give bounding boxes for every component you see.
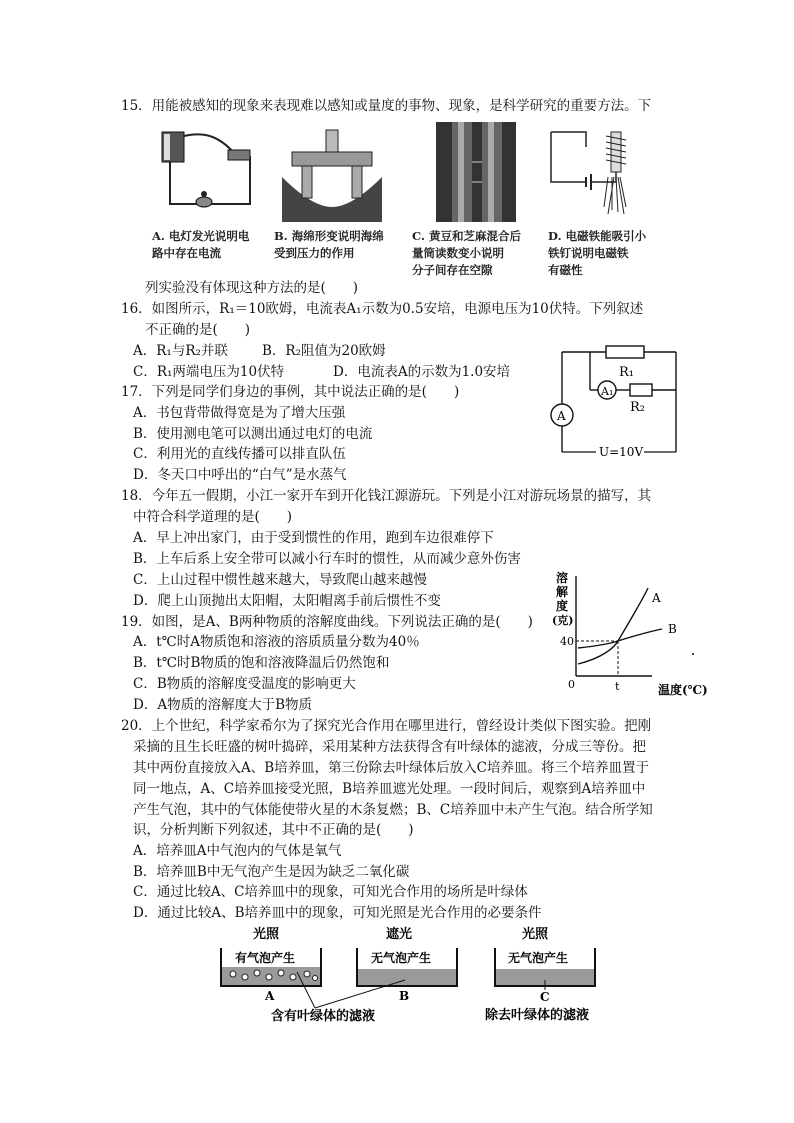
dark-label-b: 遮光 bbox=[386, 927, 413, 942]
q15-figure-a bbox=[150, 122, 265, 226]
q15-figure-c bbox=[436, 122, 516, 226]
dish-b-label: B bbox=[399, 989, 410, 1003]
curve-b-label: B bbox=[668, 622, 677, 636]
q17-option-c: C．利用光的直线传播可以排直队伍 bbox=[133, 446, 346, 462]
q18-option-a: A．早上冲出家门，由于受到惯性的作用，跑到车边很难停下 bbox=[133, 530, 494, 546]
q19-solubility-graph bbox=[552, 566, 712, 702]
dish-a-text: 有气泡产生 bbox=[235, 951, 296, 965]
q20-option-a: A．培养皿A中气泡内的气体是氧气 bbox=[133, 843, 342, 859]
q15-stem-end: 列实验没有体现这种方法的是( ) bbox=[145, 280, 359, 296]
curve-a bbox=[578, 588, 648, 664]
q19-option-a: A．t℃时A物质饱和溶液的溶质质量分数为40％ bbox=[133, 634, 420, 650]
xlabel: 温度(℃) bbox=[658, 683, 708, 697]
r2-label: R₂ bbox=[630, 400, 645, 415]
q15-stem: 15．用能被感知的现象来表现难以感知或量度的事物、现象，是科学研究的重要方法。下 bbox=[121, 98, 652, 114]
q17-option-a: A．书包背带做得宽是为了增大压强 bbox=[133, 405, 346, 421]
q16-circuit-diagram bbox=[546, 338, 696, 464]
q16-option-b: B．R₂阻值为20欧姆 bbox=[262, 343, 386, 359]
q15-caption-a: A. 电灯发光说明电 路中存在电流 bbox=[152, 229, 250, 260]
q18-option-c: C．上山过程中惯性越来越大，导致爬山越来越慢 bbox=[133, 572, 427, 588]
q16-option-d: D．电流表A的示数为1.0安培 bbox=[333, 364, 511, 380]
q16-stem: 16．如图所示，R₁＝10欧姆，电流表A₁示数为0.5安培，电源电压为10伏特。下列叙述 bbox=[121, 301, 644, 317]
q19-option-d: D．A物质的溶解度大于B物质 bbox=[133, 697, 312, 713]
curve-a-label: A bbox=[652, 591, 661, 605]
q16-option-c: C．R₁两端电压为10伏特 bbox=[133, 364, 285, 380]
q20-option-d: D．通过比较A、B培养皿中的现象，可知光照是光合作用的必要条件 bbox=[133, 905, 542, 921]
origin-label: 0 bbox=[568, 678, 575, 691]
dish-a-label: A bbox=[265, 989, 275, 1003]
q18-stem: 18．今年五一假期，小江一家开车到开化钱江源游玩。下列是小江对游玩场景的描写，其 bbox=[121, 488, 652, 504]
a-label: A bbox=[557, 409, 566, 423]
q18-option-b: B．上车后系上安全带可以减小行车时的惯性，从而减少意外伤害 bbox=[133, 551, 521, 567]
without-chloroplast-label: 除去叶绿体的滤液 bbox=[485, 1008, 590, 1023]
q20-line-4: 同一地点，A、C培养皿接受光照，B培养皿遮光处理。一段时间后，观察到A培养皿中 bbox=[133, 781, 646, 797]
light-label-c: 光照 bbox=[522, 927, 549, 942]
q15-caption-d: D. 电磁铁能吸引小 铁钉说明电磁铁 有磁性 bbox=[548, 229, 647, 277]
q18-stem2: 中符合科学道理的是( ) bbox=[133, 509, 293, 525]
q18-option-d: D．爬上山顶抛出太阳帽，太阳帽离手前后惯性不变 bbox=[133, 593, 441, 609]
q20-line-2: 采摘的且生长旺盛的树叶捣碎，采用某种方法获得含有叶绿体的滤液，分成三等份。把 bbox=[133, 739, 646, 755]
q16-option-a: A．R₁与R₂并联 bbox=[133, 343, 228, 359]
q20-option-b: B．培养皿B中无气泡产生是因为缺乏二氧化碳 bbox=[133, 864, 410, 880]
r1-label: R₁ bbox=[619, 365, 634, 380]
q15-caption-c: C. 黄豆和芝麻混合后 量筒读数变小说明 分子间存在空隙 bbox=[412, 229, 521, 277]
q20-petri-dish-figure bbox=[215, 922, 605, 1032]
dish-c-text: 无气泡产生 bbox=[508, 951, 569, 965]
q16-stem2: 不正确的是( ) bbox=[145, 322, 251, 338]
q20-option-c: C．通过比较A、C培养皿中的现象，可知光合作用的场所是叶绿体 bbox=[133, 884, 528, 900]
with-chloroplast-label: 含有叶绿体的滤液 bbox=[271, 1009, 376, 1024]
ylabel-4: (克) bbox=[552, 614, 574, 627]
dish-b-text: 无气泡产生 bbox=[371, 951, 432, 965]
q20-line-6: 识，分析判断下列叙述，其中不正确的是( ) bbox=[133, 822, 414, 838]
q15-figure-b bbox=[282, 122, 382, 226]
q19-stem: 19．如图，是A、B两种物质的溶解度曲线。下列说法正确的是( ) bbox=[121, 614, 533, 630]
q20-line-3: 其中两份直接放入A、B培养皿，第三份除去叶绿体后放入C培养皿。将三个培养皿置于 bbox=[133, 760, 649, 776]
tick-t: t bbox=[615, 680, 620, 693]
tick-40: 40 bbox=[560, 635, 574, 648]
q19-option-b: B．t℃时B物质的饱和溶液降温后仍然饱和 bbox=[133, 655, 390, 671]
q15-caption-b: B. 海绵形变说明海绵 受到压力的作用 bbox=[274, 229, 384, 260]
dish-c-label: C bbox=[540, 990, 550, 1004]
ylabel-1: 溶 bbox=[556, 571, 569, 585]
q15-figure-d bbox=[546, 122, 646, 226]
voltage-label: U=10V bbox=[599, 445, 644, 459]
q17-option-d: D．冬天口中呼出的“白气”是水蒸气 bbox=[133, 467, 347, 483]
q17-option-b: B．使用测电笔可以测出通过电灯的电流 bbox=[133, 426, 373, 442]
q20-line-1: 20．上个世纪，科学家希尔为了探究光合作用在哪里进行，曾经设计类似下图实验。把刚 bbox=[121, 718, 652, 734]
ylabel-2: 解 bbox=[556, 585, 569, 599]
ylabel-3: 度 bbox=[556, 599, 569, 613]
q17-stem: 17．下列是同学们身边的事例，其中说法正确的是( ) bbox=[121, 384, 460, 400]
light-label-a: 光照 bbox=[253, 927, 280, 942]
q20-line-5: 产生气泡，其中的气体能使带火星的木条复燃；B、C培养皿中未产生气泡。结合所学知 bbox=[133, 802, 653, 818]
q19-option-c: C．B物质的溶解度受温度的影响更大 bbox=[133, 676, 356, 692]
a1-label: A₁ bbox=[601, 385, 614, 398]
